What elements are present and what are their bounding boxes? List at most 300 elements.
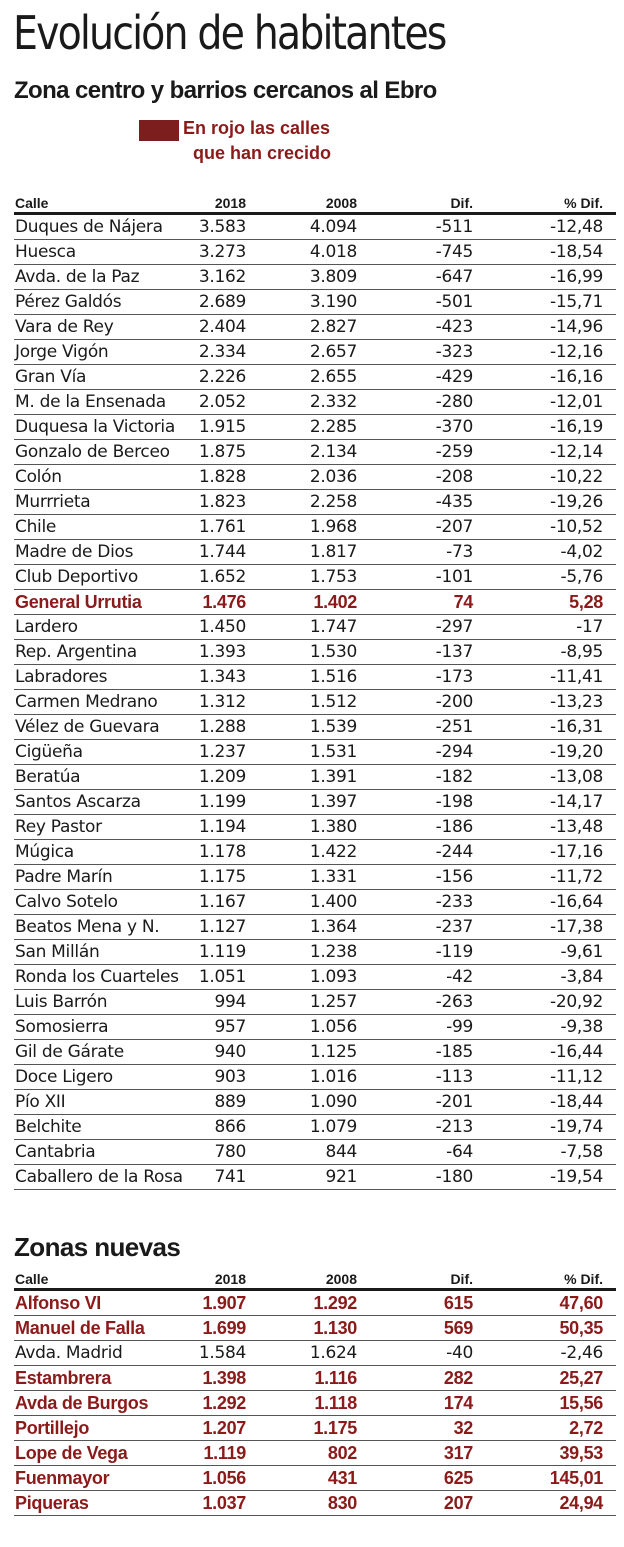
cell-2018: 1.119 — [198, 942, 246, 962]
cell-2018: 3.583 — [198, 217, 246, 237]
header-dif: Dif. — [450, 195, 473, 211]
cell-calle: San Millán — [15, 942, 100, 962]
cell-pdif: -7,58 — [560, 1142, 603, 1162]
cell-calle: Gonzalo de Berceo — [15, 442, 170, 462]
cell-2018: 2.404 — [198, 317, 246, 337]
cell-2008: 1.400 — [309, 892, 357, 912]
cell-calle: Madre de Dios — [15, 542, 134, 562]
table-zona-centro — [14, 194, 616, 1190]
table-row — [14, 1165, 616, 1190]
cell-2018: 1.178 — [198, 842, 246, 862]
cell-2008: 2.657 — [309, 342, 357, 362]
cell-calle: Chile — [15, 517, 57, 537]
cell-2008: 1.968 — [309, 517, 357, 537]
cell-calle: Somosierra — [15, 1017, 109, 1037]
cell-dif: -244 — [435, 842, 473, 862]
cell-2008: 1.079 — [309, 1117, 357, 1137]
cell-pdif: -3,84 — [560, 967, 603, 987]
cell-calle: Santos Ascarza — [15, 792, 141, 812]
cell-2018: 1.292 — [202, 1393, 246, 1413]
cell-calle: Gil de Gárate — [15, 1042, 124, 1062]
cell-pdif: -12,16 — [549, 342, 603, 362]
cell-2018: 1.312 — [198, 692, 246, 712]
cell-calle: Carmen Medrano — [15, 692, 158, 712]
cell-calle: Gran Vía — [15, 367, 87, 387]
cell-calle: Belchite — [15, 1117, 82, 1137]
cell-dif: 74 — [453, 592, 473, 612]
table-row — [14, 590, 616, 615]
header-2018: 2018 — [214, 195, 246, 211]
cell-dif: -423 — [435, 317, 473, 337]
cell-2018: 889 — [214, 1092, 246, 1112]
cell-pdif: 5,28 — [569, 592, 603, 612]
cell-2008: 1.753 — [309, 567, 357, 587]
cell-dif: -173 — [435, 667, 473, 687]
cell-calle: Doce Ligero — [15, 1067, 113, 1087]
cell-dif: -64 — [446, 1142, 473, 1162]
cell-2018: 2.226 — [198, 367, 246, 387]
cell-dif: -647 — [435, 267, 473, 287]
cell-dif: -200 — [435, 692, 473, 712]
cell-calle: Colón — [15, 467, 62, 487]
cell-calle: Lardero — [15, 617, 78, 637]
cell-dif: -251 — [435, 717, 473, 737]
cell-dif: -263 — [435, 992, 473, 1012]
cell-calle: Vélez de Guevara — [15, 717, 160, 737]
cell-2008: 1.116 — [314, 1368, 357, 1388]
cell-dif: -186 — [435, 817, 473, 837]
table-row — [14, 215, 616, 240]
cell-2008: 2.134 — [309, 442, 357, 462]
cell-dif: -40 — [446, 1343, 473, 1363]
cell-2008: 1.331 — [309, 867, 357, 887]
cell-pdif: -10,52 — [549, 517, 603, 537]
cell-2018: 866 — [214, 1117, 246, 1137]
cell-2008: 2.827 — [309, 317, 357, 337]
cell-2008: 1.747 — [309, 617, 357, 637]
cell-pdif: -5,76 — [560, 567, 603, 587]
cell-pdif: -19,74 — [549, 1117, 603, 1137]
table-row — [14, 315, 616, 340]
cell-2018: 1.207 — [202, 1418, 246, 1438]
cell-2008: 1.118 — [314, 1393, 357, 1413]
table-row — [14, 965, 616, 990]
table-row — [14, 640, 616, 665]
cell-2008: 1.391 — [309, 767, 357, 787]
table-row — [14, 790, 616, 815]
table-row — [14, 1140, 616, 1165]
cell-pdif: -11,41 — [549, 667, 603, 687]
cell-calle: Avda. de la Paz — [15, 267, 140, 287]
cell-pdif: -16,31 — [549, 717, 603, 737]
table-row — [14, 265, 616, 290]
cell-2018: 1.907 — [202, 1293, 246, 1313]
table-zonas-nuevas — [14, 1270, 616, 1516]
table-row — [14, 940, 616, 965]
cell-calle: Pío XII — [15, 1092, 66, 1112]
cell-2018: 1.167 — [198, 892, 246, 912]
cell-pdif: 50,35 — [559, 1318, 603, 1338]
table-row — [14, 1341, 616, 1366]
legend-line-2: que han crecido — [193, 143, 332, 163]
cell-2018: 1.699 — [202, 1318, 246, 1338]
cell-dif: 317 — [443, 1443, 473, 1463]
cell-2018: 1.051 — [198, 967, 246, 987]
cell-2008: 1.531 — [309, 742, 357, 762]
cell-2008: 1.530 — [309, 642, 357, 662]
cell-calle: Rey Pastor — [15, 817, 102, 837]
cell-2018: 1.828 — [198, 467, 246, 487]
table-row — [14, 865, 616, 890]
legend-line-1: En rojo las calles — [183, 118, 331, 138]
cell-pdif: -18,54 — [549, 242, 603, 262]
cell-dif: -182 — [435, 767, 473, 787]
cell-2018: 1.584 — [198, 1343, 246, 1363]
table-row — [14, 1015, 616, 1040]
cell-calle: Vara de Rey — [15, 317, 114, 337]
cell-dif: -42 — [446, 967, 473, 987]
cell-2018: 1.398 — [202, 1368, 246, 1388]
cell-2008: 2.258 — [309, 492, 357, 512]
section-title-zonas-nuevas: Zonas nuevas — [14, 1232, 181, 1262]
table-header — [14, 1270, 616, 1291]
cell-calle: Calvo Sotelo — [15, 892, 118, 912]
cell-dif: -745 — [435, 242, 473, 262]
cell-2018: 3.162 — [198, 267, 246, 287]
table-row — [14, 1291, 616, 1316]
cell-dif: -99 — [446, 1017, 473, 1037]
table-row — [14, 1065, 616, 1090]
cell-2018: 1.175 — [198, 867, 246, 887]
cell-pdif: -12,01 — [549, 392, 603, 412]
cell-2008: 1.056 — [309, 1017, 357, 1037]
cell-pdif: -12,14 — [549, 442, 603, 462]
cell-2008: 1.422 — [309, 842, 357, 862]
cell-calle: Luis Barrón — [15, 992, 108, 1012]
cell-pdif: -17 — [576, 617, 603, 637]
cell-2018: 2.334 — [198, 342, 246, 362]
cell-2018: 940 — [214, 1042, 246, 1062]
cell-2018: 2.052 — [198, 392, 246, 412]
table-row — [14, 765, 616, 790]
table-row — [14, 890, 616, 915]
cell-pdif: 24,94 — [559, 1493, 603, 1513]
page-subtitle: Zona centro y barrios cercanos al Ebro — [14, 77, 437, 104]
cell-2008: 3.809 — [309, 267, 357, 287]
cell-2008: 1.380 — [309, 817, 357, 837]
header-2008: 2008 — [325, 195, 357, 211]
cell-2008: 2.332 — [309, 392, 357, 412]
table-row — [14, 740, 616, 765]
table-row — [14, 340, 616, 365]
cell-calle: Huesca — [15, 242, 76, 262]
cell-dif: -208 — [435, 467, 473, 487]
cell-calle: General Urrutia — [15, 592, 142, 612]
cell-2018: 2.689 — [198, 292, 246, 312]
cell-pdif: -2,46 — [560, 1343, 603, 1363]
cell-2008: 1.292 — [313, 1293, 357, 1313]
cell-2018: 1.237 — [198, 742, 246, 762]
cell-2008: 1.130 — [313, 1318, 357, 1338]
cell-pdif: -14,17 — [549, 792, 603, 812]
cell-2008: 1.397 — [309, 792, 357, 812]
cell-pdif: -19,54 — [549, 1167, 603, 1187]
cell-pdif: -15,71 — [549, 292, 603, 312]
table-row — [14, 690, 616, 715]
table-row — [14, 615, 616, 640]
page-title: Evolución de habitantes — [13, 6, 446, 60]
cell-2008: 1.125 — [309, 1042, 357, 1062]
cell-calle: Pérez Galdós — [15, 292, 122, 312]
table-body — [14, 1291, 616, 1516]
cell-2018: 1.744 — [198, 542, 246, 562]
cell-2008: 830 — [327, 1493, 357, 1513]
cell-2018: 1.875 — [198, 442, 246, 462]
cell-2008: 1.238 — [309, 942, 357, 962]
cell-2008: 1.539 — [309, 717, 357, 737]
table-row — [14, 1090, 616, 1115]
cell-dif: -180 — [435, 1167, 473, 1187]
cell-dif: -294 — [435, 742, 473, 762]
cell-dif: -511 — [435, 217, 473, 237]
cell-calle: Fuenmayor — [15, 1468, 110, 1488]
table-row — [14, 1040, 616, 1065]
table-row — [14, 465, 616, 490]
cell-2008: 1.817 — [309, 542, 357, 562]
cell-dif: -201 — [435, 1092, 473, 1112]
cell-calle: Caballero de la Rosa — [15, 1167, 183, 1187]
cell-2008: 802 — [327, 1443, 357, 1463]
cell-pdif: -11,12 — [549, 1067, 603, 1087]
table-row — [14, 1366, 616, 1391]
cell-calle: Piqueras — [15, 1493, 89, 1513]
cell-2018: 903 — [214, 1067, 246, 1087]
cell-dif: -370 — [435, 417, 473, 437]
cell-2018: 1.127 — [198, 917, 246, 937]
cell-pdif: 47,60 — [559, 1293, 603, 1313]
cell-pdif: 15,56 — [559, 1393, 603, 1413]
cell-calle: Cigüeña — [15, 742, 83, 762]
header-2008: 2008 — [325, 1271, 357, 1287]
cell-2008: 4.018 — [309, 242, 357, 262]
cell-pdif: -19,20 — [549, 742, 603, 762]
table-row — [14, 490, 616, 515]
cell-dif: -119 — [435, 942, 473, 962]
cell-calle: Alfonso VI — [15, 1293, 101, 1313]
table-row — [14, 1466, 616, 1491]
header-calle: Calle — [15, 1271, 49, 1287]
cell-pdif: -10,22 — [549, 467, 603, 487]
cell-pdif: -13,23 — [549, 692, 603, 712]
cell-pdif: -16,64 — [549, 892, 603, 912]
cell-2018: 1.393 — [198, 642, 246, 662]
cell-pdif: -16,44 — [549, 1042, 603, 1062]
cell-2008: 2.655 — [309, 367, 357, 387]
cell-2008: 2.036 — [309, 467, 357, 487]
cell-2018: 1.037 — [202, 1493, 246, 1513]
cell-pdif: -17,38 — [549, 917, 603, 937]
cell-dif: -113 — [435, 1067, 473, 1087]
cell-2008: 1.016 — [309, 1067, 357, 1087]
table-row — [14, 515, 616, 540]
cell-pdif: -13,48 — [549, 817, 603, 837]
header-2018: 2018 — [214, 1271, 246, 1287]
cell-dif: -73 — [446, 542, 473, 562]
table-row — [14, 290, 616, 315]
cell-calle: Cantabria — [15, 1142, 96, 1162]
cell-dif: -233 — [435, 892, 473, 912]
cell-pdif: 25,27 — [559, 1368, 603, 1388]
table-row — [14, 990, 616, 1015]
table-row — [14, 540, 616, 565]
legend-swatch — [139, 120, 179, 141]
cell-2008: 844 — [325, 1142, 357, 1162]
table-row — [14, 815, 616, 840]
cell-2018: 1.199 — [198, 792, 246, 812]
cell-pdif: -8,95 — [560, 642, 603, 662]
cell-2018: 1.194 — [198, 817, 246, 837]
cell-2008: 2.285 — [309, 417, 357, 437]
cell-pdif: -9,61 — [560, 942, 603, 962]
cell-pdif: -12,48 — [549, 217, 603, 237]
cell-2008: 431 — [327, 1468, 357, 1488]
table-row — [14, 240, 616, 265]
cell-2008: 1.402 — [313, 592, 357, 612]
cell-calle: Avda de Burgos — [15, 1393, 149, 1413]
cell-2018: 994 — [214, 992, 246, 1012]
cell-2018: 1.450 — [198, 617, 246, 637]
cell-calle: Estambrera — [15, 1368, 112, 1388]
cell-dif: -185 — [435, 1042, 473, 1062]
table-row — [14, 1416, 616, 1441]
table-row — [14, 365, 616, 390]
cell-2018: 3.273 — [198, 242, 246, 262]
cell-dif: -280 — [435, 392, 473, 412]
cell-dif: -429 — [435, 367, 473, 387]
table-row — [14, 1391, 616, 1416]
cell-2008: 1.090 — [309, 1092, 357, 1112]
cell-dif: -198 — [435, 792, 473, 812]
cell-2008: 3.190 — [309, 292, 357, 312]
cell-2018: 780 — [214, 1142, 246, 1162]
cell-dif: -323 — [435, 342, 473, 362]
cell-pdif: -16,99 — [549, 267, 603, 287]
cell-pdif: -4,02 — [560, 542, 603, 562]
cell-calle: Jorge Vigón — [15, 342, 109, 362]
cell-pdif: -14,96 — [549, 317, 603, 337]
cell-2008: 1.512 — [309, 692, 357, 712]
legend-text — [183, 116, 343, 166]
table-row — [14, 840, 616, 865]
cell-pdif: 2,72 — [569, 1418, 603, 1438]
cell-2018: 1.119 — [203, 1443, 246, 1463]
cell-pdif: -20,92 — [549, 992, 603, 1012]
cell-2018: 1.056 — [202, 1468, 246, 1488]
cell-dif: 625 — [443, 1468, 473, 1488]
cell-pdif: 39,53 — [559, 1443, 603, 1463]
cell-dif: 569 — [443, 1318, 473, 1338]
cell-calle: Club Deportivo — [15, 567, 138, 587]
cell-2008: 1.175 — [313, 1418, 357, 1438]
cell-pdif: -11,72 — [549, 867, 603, 887]
cell-calle: Murrrieta — [15, 492, 91, 512]
cell-2018: 1.288 — [198, 717, 246, 737]
cell-2018: 1.761 — [198, 517, 246, 537]
cell-pdif: -13,08 — [549, 767, 603, 787]
cell-calle: Ronda los Cuarteles — [15, 967, 179, 987]
cell-dif: 615 — [443, 1293, 473, 1313]
table-row — [14, 715, 616, 740]
cell-pdif: 145,01 — [549, 1468, 603, 1488]
cell-calle: Labradores — [15, 667, 108, 687]
cell-pdif: -17,16 — [549, 842, 603, 862]
table-row — [14, 915, 616, 940]
cell-2018: 1.823 — [198, 492, 246, 512]
header-dif: Dif. — [450, 1271, 473, 1287]
cell-calle: Portillejo — [15, 1418, 90, 1438]
header-pdif: % Dif. — [564, 1271, 603, 1287]
cell-dif: -435 — [435, 492, 473, 512]
cell-dif: -207 — [435, 517, 473, 537]
cell-dif: -156 — [435, 867, 473, 887]
cell-pdif: -9,38 — [560, 1017, 603, 1037]
cell-dif: -137 — [435, 642, 473, 662]
cell-2008: 1.093 — [309, 967, 357, 987]
cell-dif: -237 — [435, 917, 473, 937]
cell-calle: Duques de Nájera — [15, 217, 163, 237]
cell-dif: -101 — [435, 567, 473, 587]
table-row — [14, 390, 616, 415]
cell-dif: 282 — [443, 1368, 473, 1388]
cell-calle: Múgica — [15, 842, 74, 862]
cell-2018: 1.343 — [198, 667, 246, 687]
cell-2018: 1.476 — [202, 592, 246, 612]
cell-2018: 957 — [214, 1017, 246, 1037]
table-row — [14, 1441, 616, 1466]
cell-dif: 207 — [443, 1493, 473, 1513]
cell-calle: Beatos Mena y N. — [15, 917, 160, 937]
cell-2018: 1.652 — [198, 567, 246, 587]
cell-2008: 1.364 — [309, 917, 357, 937]
table-row — [14, 665, 616, 690]
table-body — [14, 215, 616, 1190]
cell-calle: Lope de Vega — [15, 1443, 128, 1463]
cell-calle: Beratúa — [15, 767, 81, 787]
cell-dif: -259 — [435, 442, 473, 462]
table-row — [14, 565, 616, 590]
cell-calle: Rep. Argentina — [15, 642, 137, 662]
table-row — [14, 1316, 616, 1341]
cell-2018: 741 — [214, 1167, 246, 1187]
header-pdif: % Dif. — [564, 195, 603, 211]
cell-dif: -213 — [435, 1117, 473, 1137]
cell-2008: 4.094 — [309, 217, 357, 237]
table-header — [14, 194, 616, 215]
table-row — [14, 440, 616, 465]
cell-calle: Duquesa la Victoria — [15, 417, 175, 437]
cell-calle: M. de la Ensenada — [15, 392, 166, 412]
table-row — [14, 1491, 616, 1516]
cell-dif: -501 — [435, 292, 473, 312]
cell-pdif: -18,44 — [549, 1092, 603, 1112]
cell-calle: Manuel de Falla — [15, 1318, 145, 1338]
cell-pdif: -16,16 — [549, 367, 603, 387]
cell-pdif: -19,26 — [549, 492, 603, 512]
table-row — [14, 1115, 616, 1140]
cell-dif: 174 — [443, 1393, 473, 1413]
cell-2018: 1.915 — [198, 417, 246, 437]
cell-dif: -297 — [435, 617, 473, 637]
